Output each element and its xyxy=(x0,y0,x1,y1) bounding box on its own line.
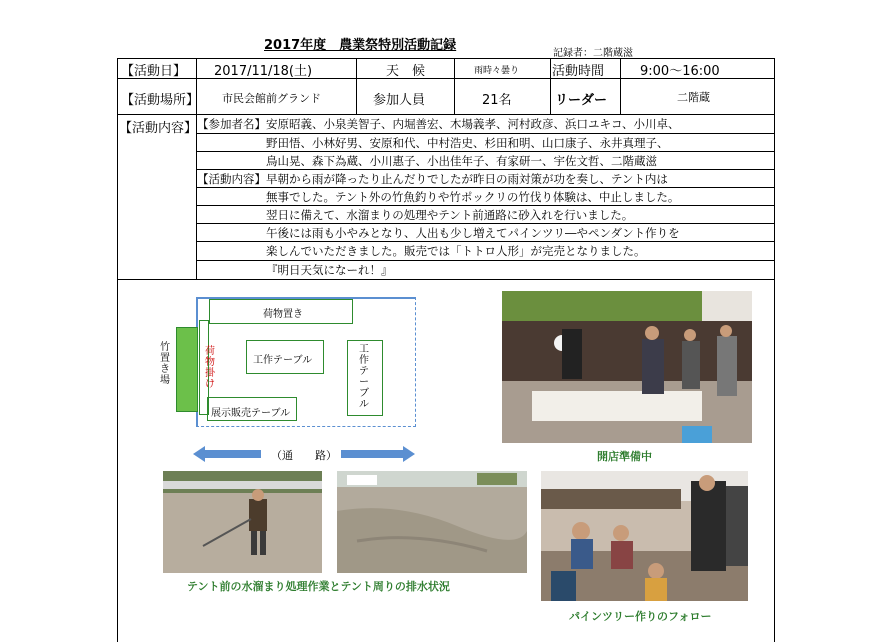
row-divider xyxy=(118,114,774,115)
photo-drainage-work xyxy=(163,471,322,573)
activity-line: 【活動内容】早朝から雨が降ったり止んだりでしたが昨日の雨対策が功を奏し、テント内は xyxy=(197,172,668,186)
drainage-photo-image xyxy=(163,471,322,573)
row-divider xyxy=(118,279,774,280)
participants-value: 21名 xyxy=(482,93,512,108)
col-divider xyxy=(620,59,621,114)
activity-line: 午後には雨も小やみとなり、人出も少し増えてパインツリ―やペンダント作りを xyxy=(266,226,680,240)
luggage-hang-label: 荷物掛け xyxy=(205,346,215,390)
row-divider xyxy=(196,205,774,206)
leader-value: 二階蔵 xyxy=(677,91,710,104)
participants-label: 参加人員 xyxy=(373,93,426,108)
place-label: 【活動場所】 xyxy=(121,93,200,108)
luggage-label: 荷物置き xyxy=(263,309,303,320)
activity-line: 『明日天気になーれ！』 xyxy=(266,263,393,277)
pine-photo-image xyxy=(541,471,748,601)
place-value: 市民会館前グランド xyxy=(222,92,321,105)
aisle-label: （通 路） xyxy=(271,449,337,462)
display-table-label: 展示販売テーブル xyxy=(211,408,291,419)
right-arrow-icon xyxy=(341,446,415,462)
participants-line: 鳥山晃、森下為蔵、小川惠子、小出佳年子、有家研一、宇佐文哲、二階蔵滋 xyxy=(266,154,657,168)
caption-pine: パインツリー作りのフォロー xyxy=(569,610,712,623)
time-value: 9:00〜16:00 xyxy=(640,64,720,79)
date-label: 【活動日】 xyxy=(121,64,187,79)
row-divider xyxy=(196,169,774,170)
row-divider xyxy=(196,241,774,242)
leader-label: リーダー xyxy=(555,93,608,108)
craft-table-1-label: 工作テーブル xyxy=(253,355,313,366)
photo-tent-shop xyxy=(502,291,752,443)
activity-line: 楽しんでいただきました。販売では「トトロ人形」が完売となりました。 xyxy=(266,244,646,258)
participants-line: 野田悟、小林好男、安原和代、中村浩史、杉田和明、山口康子、永井真理子、 xyxy=(266,136,669,150)
left-arrow-icon xyxy=(193,446,261,462)
activity-line: 無事でした。テント外の竹魚釣りや竹ポックリの竹伐り体験は、中止しました。 xyxy=(266,190,680,204)
participants-line: 【参加者名】安原昭義、小泉美智子、内堀善宏、木場義孝、河村政彦、浜口ユキコ、小川卓、 xyxy=(197,117,680,131)
photo-puddles xyxy=(337,471,527,573)
bamboo-area xyxy=(176,327,198,412)
page-title: 2017年度 農業祭特別活動記録 xyxy=(264,38,457,53)
photo-pine-tree-craft xyxy=(541,471,748,601)
col-divider xyxy=(454,59,455,114)
row-divider xyxy=(196,151,774,152)
time-label: 活動時間 xyxy=(552,64,605,79)
row-divider xyxy=(196,260,774,261)
recorder-label: 記録者：二階蔵滋 xyxy=(553,48,633,59)
content-section-label: 【活動内容】 xyxy=(119,121,198,136)
col-divider xyxy=(356,59,357,114)
caption-drainage: テント前の水溜まり処理作業とテント周りの排水状況 xyxy=(187,580,450,593)
craft-table-2-label: 工作テーブル xyxy=(359,344,369,410)
row-divider xyxy=(196,223,774,224)
puddles-photo-image xyxy=(337,471,527,573)
tent-photo-image xyxy=(502,291,752,443)
weather-value: 雨時々曇り xyxy=(474,66,520,76)
bamboo-label: 竹置き場 xyxy=(160,342,170,386)
activity-line: 翌日に備えて、水溜まりの処理やテント前通路に砂入れを行いました。 xyxy=(266,208,634,222)
row-divider xyxy=(196,133,774,134)
weather-label: 天 候 xyxy=(386,64,426,79)
row-divider xyxy=(196,187,774,188)
caption-opening: 開店準備中 xyxy=(597,450,652,463)
col-divider xyxy=(550,59,551,114)
date-value: 2017/11/18(土) xyxy=(214,64,313,79)
